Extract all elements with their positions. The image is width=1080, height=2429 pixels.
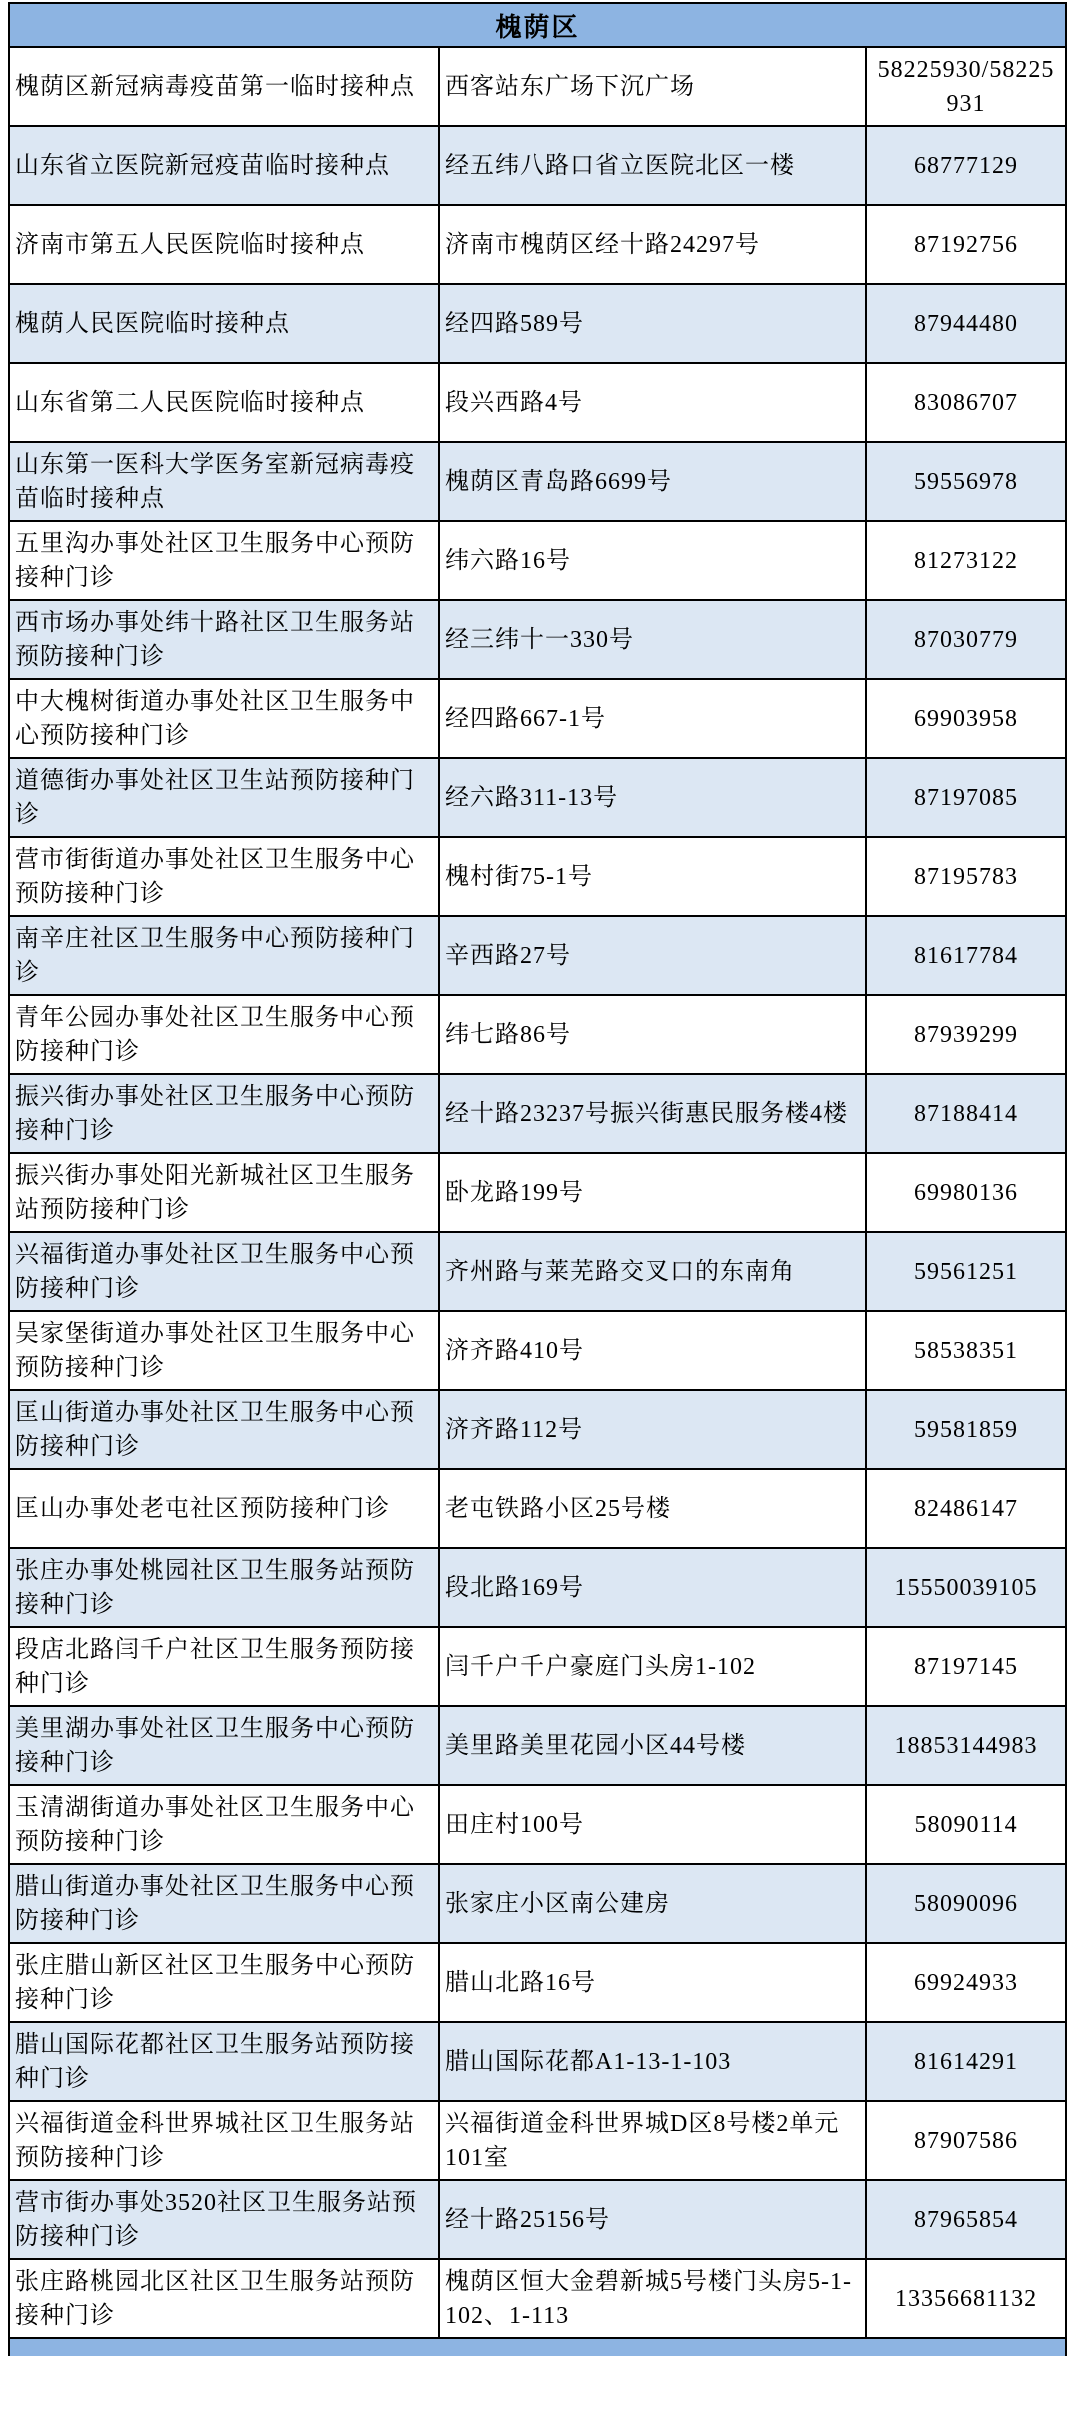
- site-name-cell: 道德街办事处社区卫生站预防接种门诊: [9, 758, 439, 837]
- table-row: [9, 2022, 1066, 2101]
- phone-cell: 15550039105: [866, 1548, 1066, 1627]
- phone-cell: 81614291: [866, 2022, 1066, 2101]
- phone-cell: 58090114: [866, 1785, 1066, 1864]
- address-cell: 段北路169号: [439, 1548, 866, 1627]
- next-district-header-partial: [9, 2338, 1066, 2356]
- address-cell: 槐村街75-1号: [439, 837, 866, 916]
- site-name-cell: 济南市第五人民医院临时接种点: [9, 205, 439, 284]
- address-cell: 卧龙路199号: [439, 1153, 866, 1232]
- table-row: [9, 284, 1066, 363]
- phone-cell: 58225930/58225931: [866, 47, 1066, 126]
- phone-cell: 87195783: [866, 837, 1066, 916]
- address-cell: 济齐路112号: [439, 1390, 866, 1469]
- site-name-cell: 南辛庄社区卫生服务中心预防接种门诊: [9, 916, 439, 995]
- table-row: [9, 442, 1066, 521]
- phone-cell: 69903958: [866, 679, 1066, 758]
- address-cell: 兴福街道金科世界城D区8号楼2单元101室: [439, 2101, 866, 2180]
- site-name-cell: 五里沟办事处社区卫生服务中心预防接种门诊: [9, 521, 439, 600]
- site-name-cell: 槐荫区新冠病毒疫苗第一临时接种点: [9, 47, 439, 126]
- site-name-cell: 张庄腊山新区社区卫生服务中心预防接种门诊: [9, 1943, 439, 2022]
- table-row: [9, 995, 1066, 1074]
- table-row: [9, 126, 1066, 205]
- phone-cell: 69924933: [866, 1943, 1066, 2022]
- vaccination-sites-table: [8, 2, 1067, 2356]
- phone-cell: 81617784: [866, 916, 1066, 995]
- phone-cell: 87030779: [866, 600, 1066, 679]
- site-name-cell: 腊山国际花都社区卫生服务站预防接种门诊: [9, 2022, 439, 2101]
- address-cell: 西客站东广场下沉广场: [439, 47, 866, 126]
- phone-cell: 82486147: [866, 1469, 1066, 1548]
- phone-cell: 87965854: [866, 2180, 1066, 2259]
- phone-cell: 87197085: [866, 758, 1066, 837]
- address-cell: 济南市槐荫区经十路24297号: [439, 205, 866, 284]
- site-name-cell: 腊山街道办事处社区卫生服务中心预防接种门诊: [9, 1864, 439, 1943]
- table-row: [9, 1074, 1066, 1153]
- phone-cell: 18853144983: [866, 1706, 1066, 1785]
- phone-cell: 58538351: [866, 1311, 1066, 1390]
- address-cell: 济齐路410号: [439, 1311, 866, 1390]
- table-row: [9, 600, 1066, 679]
- address-cell: 经十路25156号: [439, 2180, 866, 2259]
- address-cell: 腊山北路16号: [439, 1943, 866, 2022]
- phone-cell: 13356681132: [866, 2259, 1066, 2338]
- site-name-cell: 兴福街道金科世界城社区卫生服务站预防接种门诊: [9, 2101, 439, 2180]
- phone-cell: 87907586: [866, 2101, 1066, 2180]
- address-cell: 经四路667-1号: [439, 679, 866, 758]
- address-cell: 辛西路27号: [439, 916, 866, 995]
- phone-cell: 87192756: [866, 205, 1066, 284]
- phone-cell: 59561251: [866, 1232, 1066, 1311]
- site-name-cell: 山东省立医院新冠疫苗临时接种点: [9, 126, 439, 205]
- address-cell: 经六路311-13号: [439, 758, 866, 837]
- site-name-cell: 张庄办事处桃园社区卫生服务站预防接种门诊: [9, 1548, 439, 1627]
- address-cell: 张家庄小区南公建房: [439, 1864, 866, 1943]
- phone-cell: 87939299: [866, 995, 1066, 1074]
- table-row: [9, 521, 1066, 600]
- site-name-cell: 匡山办事处老屯社区预防接种门诊: [9, 1469, 439, 1548]
- phone-cell: 58090096: [866, 1864, 1066, 1943]
- table-row: [9, 916, 1066, 995]
- address-cell: 美里路美里花园小区44号楼: [439, 1706, 866, 1785]
- table-row: [9, 1153, 1066, 1232]
- site-name-cell: 槐荫人民医院临时接种点: [9, 284, 439, 363]
- site-name-cell: 张庄路桃园北区社区卫生服务站预防接种门诊: [9, 2259, 439, 2338]
- site-name-cell: 西市场办事处纬十路社区卫生服务站预防接种门诊: [9, 600, 439, 679]
- district-header-row: [9, 3, 1066, 47]
- address-cell: 老屯铁路小区25号楼: [439, 1469, 866, 1548]
- address-cell: 纬七路86号: [439, 995, 866, 1074]
- table-row: [9, 679, 1066, 758]
- table-row: [9, 1706, 1066, 1785]
- site-name-cell: 匡山街道办事处社区卫生服务中心预防接种门诊: [9, 1390, 439, 1469]
- phone-cell: 87944480: [866, 284, 1066, 363]
- address-cell: 纬六路16号: [439, 521, 866, 600]
- site-name-cell: 山东省第二人民医院临时接种点: [9, 363, 439, 442]
- site-name-cell: 青年公园办事处社区卫生服务中心预防接种门诊: [9, 995, 439, 1074]
- site-name-cell: 营市街街道办事处社区卫生服务中心预防接种门诊: [9, 837, 439, 916]
- phone-cell: 87197145: [866, 1627, 1066, 1706]
- district-title: 槐荫区: [9, 3, 1066, 47]
- address-cell: 齐州路与莱芜路交叉口的东南角: [439, 1232, 866, 1311]
- phone-cell: 68777129: [866, 126, 1066, 205]
- address-cell: 腊山国际花都A1-13-1-103: [439, 2022, 866, 2101]
- table-row: [9, 205, 1066, 284]
- address-cell: 段兴西路4号: [439, 363, 866, 442]
- address-cell: 经五纬八路口省立医院北区一楼: [439, 126, 866, 205]
- phone-cell: 87188414: [866, 1074, 1066, 1153]
- phone-cell: 69980136: [866, 1153, 1066, 1232]
- phone-cell: 83086707: [866, 363, 1066, 442]
- table-row: [9, 47, 1066, 126]
- table-row: [9, 1864, 1066, 1943]
- table-row: [9, 1311, 1066, 1390]
- address-cell: 经四路589号: [439, 284, 866, 363]
- table-row: [9, 363, 1066, 442]
- site-name-cell: 山东第一医科大学医务室新冠病毒疫苗临时接种点: [9, 442, 439, 521]
- address-cell: 经十路23237号振兴街惠民服务楼4楼: [439, 1074, 866, 1153]
- site-name-cell: 营市街办事处3520社区卫生服务站预防接种门诊: [9, 2180, 439, 2259]
- site-name-cell: 中大槐树街道办事处社区卫生服务中心预防接种门诊: [9, 679, 439, 758]
- site-name-cell: 玉清湖街道办事处社区卫生服务中心预防接种门诊: [9, 1785, 439, 1864]
- table-row: [9, 1232, 1066, 1311]
- next-district-header-cell: [9, 2338, 1066, 2356]
- table-row: [9, 2101, 1066, 2180]
- table-row: [9, 837, 1066, 916]
- address-cell: 田庄村100号: [439, 1785, 866, 1864]
- table-row: [9, 2180, 1066, 2259]
- table-row: [9, 1785, 1066, 1864]
- table-row: [9, 1390, 1066, 1469]
- site-name-cell: 美里湖办事处社区卫生服务中心预防接种门诊: [9, 1706, 439, 1785]
- site-name-cell: 段店北路闫千户社区卫生服务预防接种门诊: [9, 1627, 439, 1706]
- site-name-cell: 振兴街办事处阳光新城社区卫生服务站预防接种门诊: [9, 1153, 439, 1232]
- phone-cell: 59556978: [866, 442, 1066, 521]
- phone-cell: 59581859: [866, 1390, 1066, 1469]
- site-name-cell: 兴福街道办事处社区卫生服务中心预防接种门诊: [9, 1232, 439, 1311]
- site-name-cell: 吴家堡街道办事处社区卫生服务中心预防接种门诊: [9, 1311, 439, 1390]
- site-name-cell: 振兴街办事处社区卫生服务中心预防接种门诊: [9, 1074, 439, 1153]
- address-cell: 闫千户千户豪庭门头房1-102: [439, 1627, 866, 1706]
- address-cell: 经三纬十一330号: [439, 600, 866, 679]
- table-row: [9, 2259, 1066, 2338]
- table-row: [9, 1943, 1066, 2022]
- table-row: [9, 1469, 1066, 1548]
- phone-cell: 81273122: [866, 521, 1066, 600]
- table-row: [9, 1548, 1066, 1627]
- table-row: [9, 1627, 1066, 1706]
- table-row: [9, 758, 1066, 837]
- address-cell: 槐荫区青岛路6699号: [439, 442, 866, 521]
- address-cell: 槐荫区恒大金碧新城5号楼门头房5-1-102、1-113: [439, 2259, 866, 2338]
